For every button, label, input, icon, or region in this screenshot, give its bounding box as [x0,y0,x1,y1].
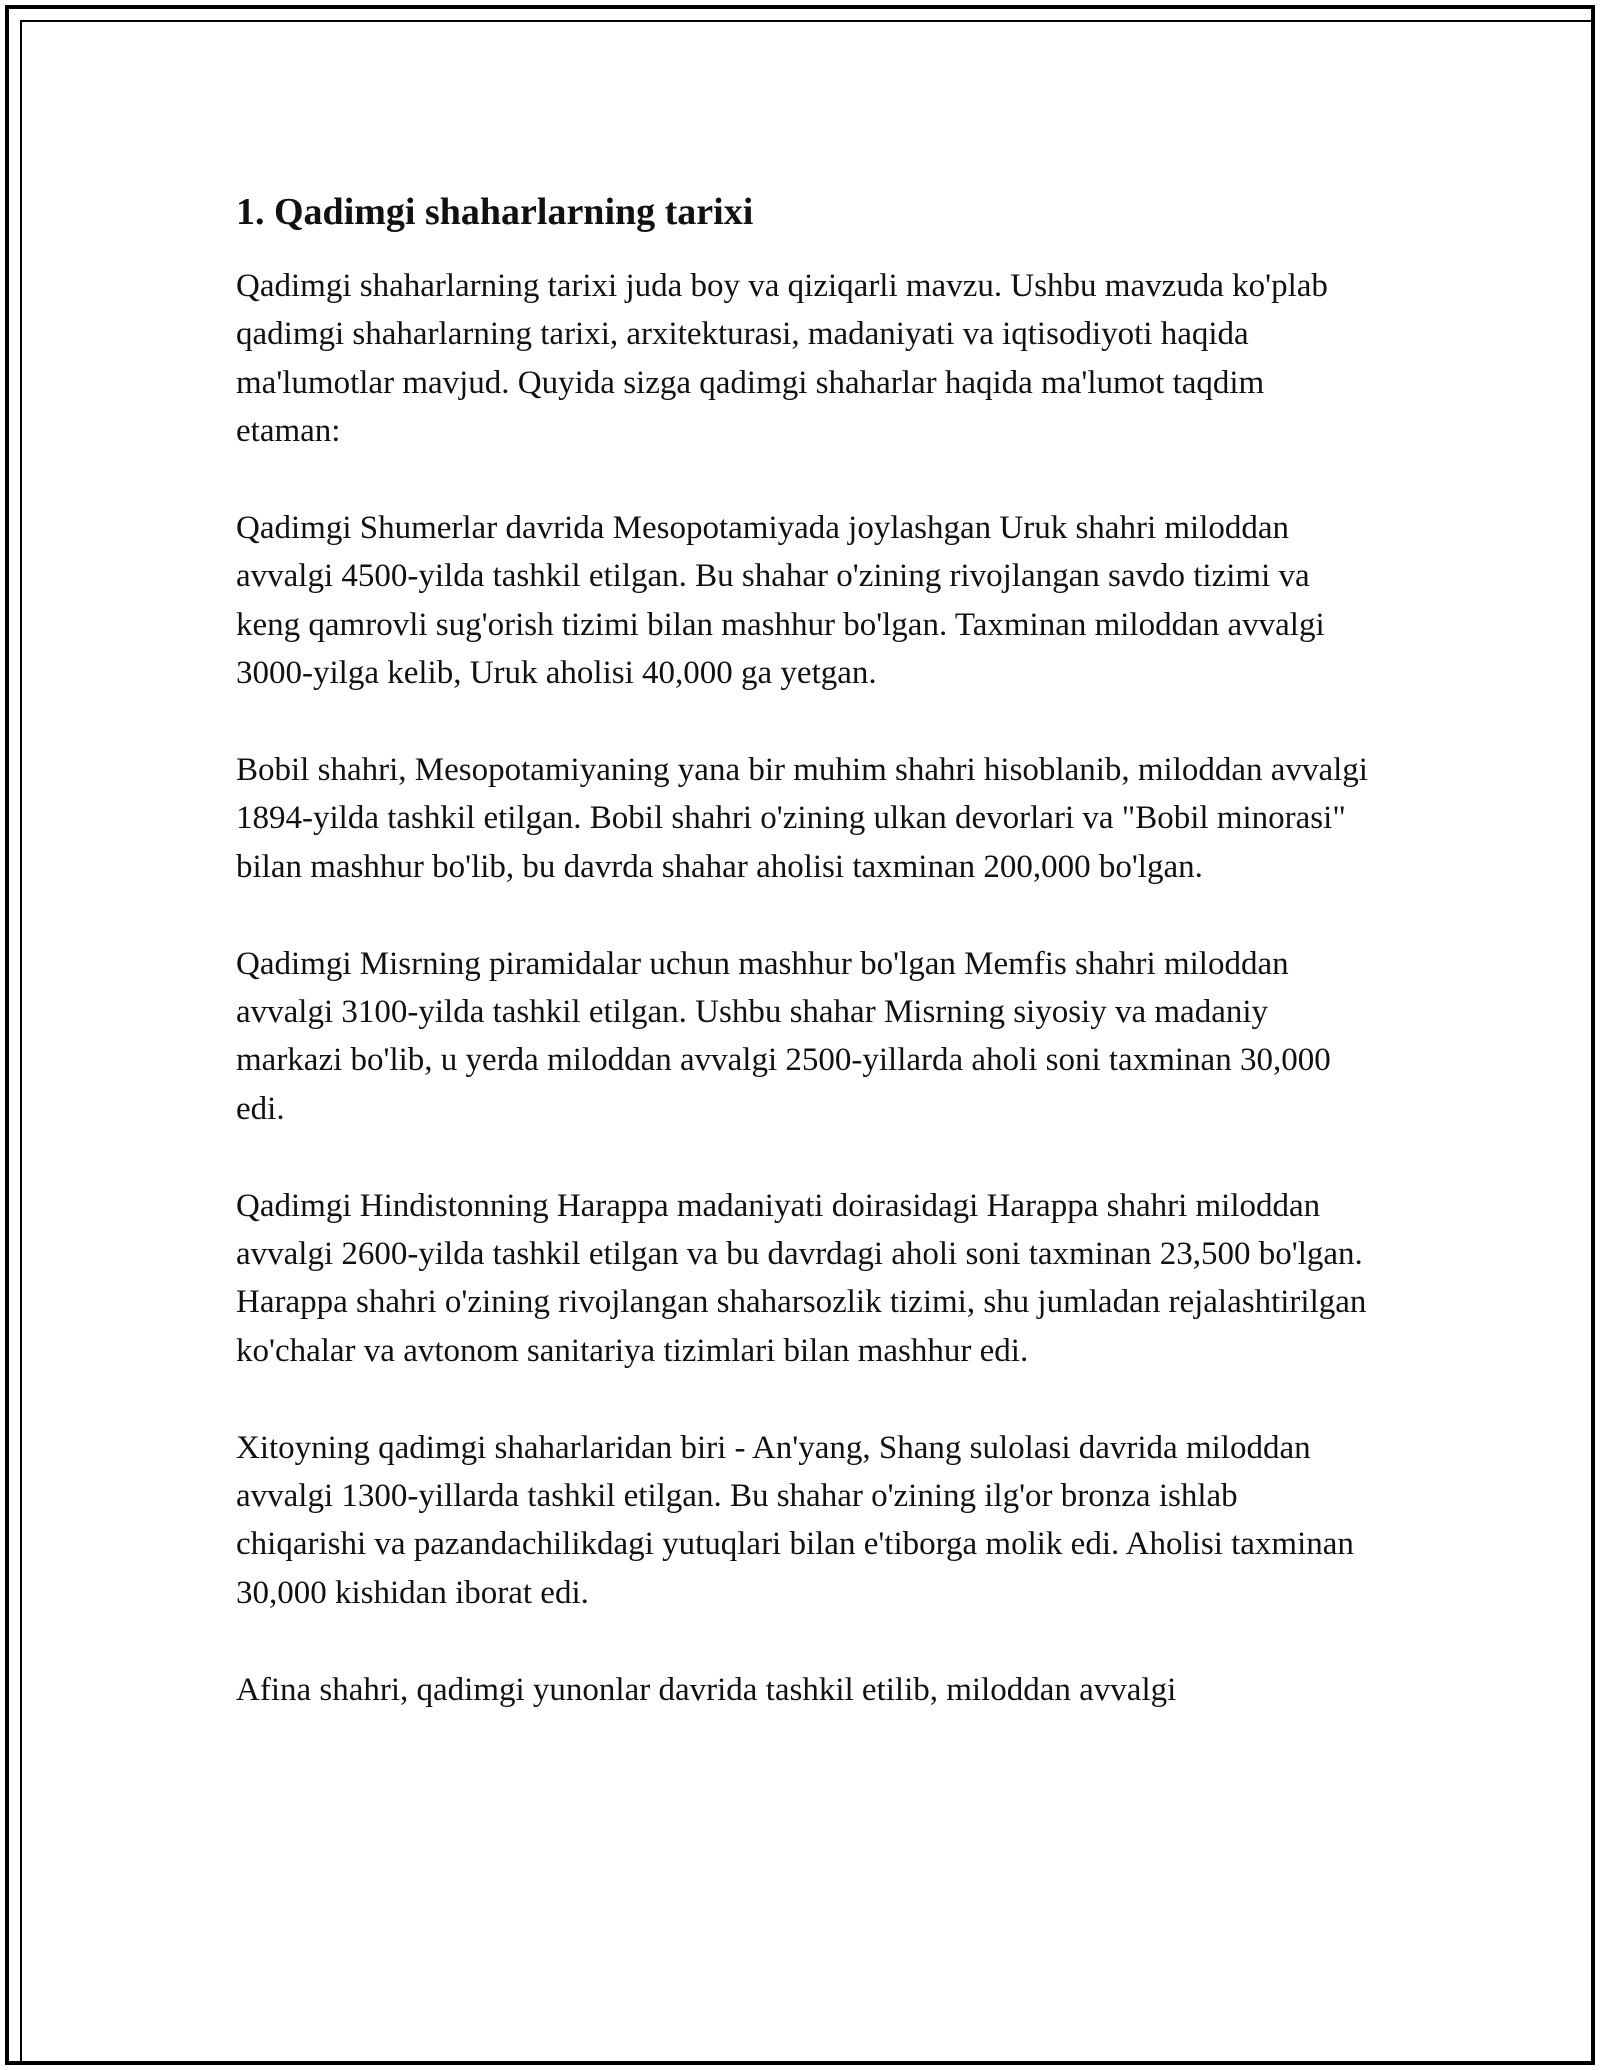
paragraph-athens: Afina shahri, qadimgi yunonlar davrida tashkil etilib, miloddan avvalgi [236,1671,1177,1708]
section-heading: 1. Qadimgi shaharlarning tarixi [236,191,754,233]
paragraph-uruk: Qadimgi Shumerlar davrida Mesopotamiyada joylashgan Uruk shahri miloddan avvalgi 4500-yilda tashkil etilgan. Bu shahar o'zining rivojlangan savdo tizimi va keng qamrovli sug'orish tizimi bilan mashhur bo'lgan. Taxminan miloddan avvalgi 3000-yilga kelib, Uruk aholisi 40,000 ga yetgan. [236,510,1325,692]
paragraph-babylon: Bobil shahri, Mesopotamiyaning yana bir muhim shahri hisoblanib, miloddan avvalgi 1894-yilda tashkil etilgan. Bobil shahri o'zining ulkan devorlari va "Bobil minorasi" bilan mashhur bo'lib, bu davrda shahar aholisi taxminan 200,000 bo'lgan. [236,752,1368,885]
paragraph-memphis: Qadimgi Misrning piramidalar uchun mashhur bo'lgan Memfis shahri miloddan avvalgi 3100-yilda tashkil etilgan. Ushbu shahar Misrning siyosiy va madaniy markazi bo'lib, u yerda miloddan avvalgi 2500-yillarda aholi soni taxminan 30,000 edi. [236,945,1331,1127]
document-body [236,186,1376,1714]
paragraph-intro: Qadimgi shaharlarning tarixi juda boy va qiziqarli mavzu. Ushbu mavzuda ko'plab qadimgi shaharlarning tarixi, arxitekturasi, madaniyati va iqtisodiyoti haqida ma'lumotlar mavjud. Quyida sizga qadimgi shaharlar haqida ma'lumot taqdim etaman: [236,268,1328,450]
paragraph-anyang: Xitoyning qadimgi shaharlaridan biri - An'yang, Shang sulolasi davrida miloddan avvalgi 1300-yillarda tashkil etilgan. Bu shahar o'zining ilg'or bronza ishlab chiqarishi va pazandachilikdagi yutuqlari bilan e'tiborga molik edi. Aholisi taxminan 30,000 kishidan iborat edi. [236,1429,1354,1611]
paragraph-harappa: Qadimgi Hindistonning Harappa madaniyati doirasidagi Harappa shahri miloddan avvalgi 2600-yilda tashkil etilgan va bu davrdagi aholi soni taxminan 23,500 bo'lgan. Harappa shahri o'zining rivojlangan shaharsozlik tizimi, shu jumladan rejalashtirilgan ko'chalar va avtonom sanitariya tizimlari bilan mashhur edi. [236,1187,1367,1369]
